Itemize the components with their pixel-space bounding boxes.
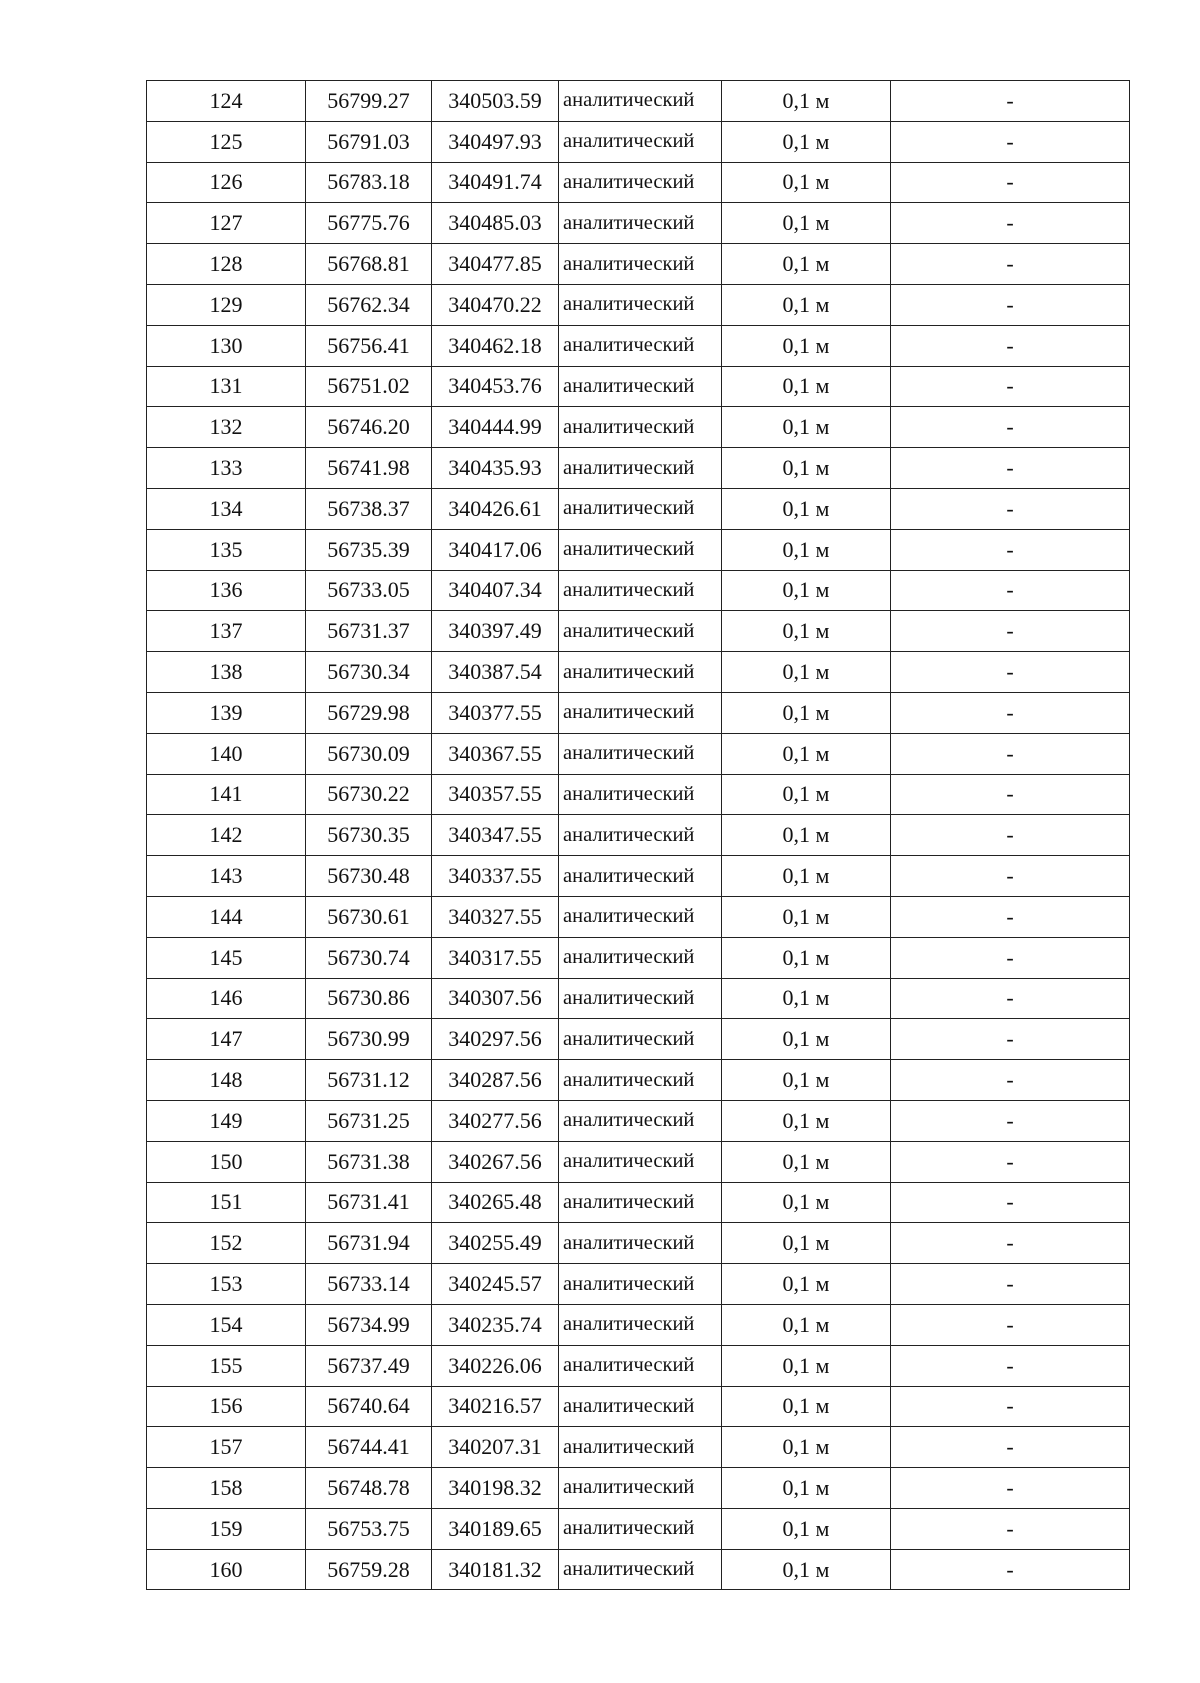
table-row	[147, 570, 1130, 611]
table-row	[147, 774, 1130, 815]
point-number-cell: 148	[147, 1060, 306, 1101]
point-number-cell: 134	[147, 488, 306, 529]
method-cell: аналитический	[559, 407, 722, 448]
point-number-cell: 126	[147, 162, 306, 203]
table-row	[147, 896, 1130, 937]
table-row	[147, 162, 1130, 203]
accuracy-cell: 0,1 м	[722, 1508, 891, 1549]
note-cell: -	[891, 284, 1130, 325]
x-coordinate-cell: 56730.74	[306, 937, 432, 978]
table-row	[147, 856, 1130, 897]
accuracy-cell: 0,1 м	[722, 162, 891, 203]
table-row	[147, 325, 1130, 366]
coordinates-table	[146, 80, 1130, 1590]
accuracy-cell: 0,1 м	[722, 1345, 891, 1386]
point-number-cell: 145	[147, 937, 306, 978]
y-coordinate-cell: 340503.59	[432, 81, 559, 122]
accuracy-cell: 0,1 м	[722, 570, 891, 611]
table-row	[147, 652, 1130, 693]
note-cell: -	[891, 488, 1130, 529]
accuracy-cell: 0,1 м	[722, 692, 891, 733]
table-row	[147, 244, 1130, 285]
y-coordinate-cell: 340297.56	[432, 1019, 559, 1060]
point-number-cell: 151	[147, 1182, 306, 1223]
x-coordinate-cell: 56751.02	[306, 366, 432, 407]
x-coordinate-cell: 56730.99	[306, 1019, 432, 1060]
y-coordinate-cell: 340444.99	[432, 407, 559, 448]
y-coordinate-cell: 340245.57	[432, 1264, 559, 1305]
accuracy-cell: 0,1 м	[722, 611, 891, 652]
x-coordinate-cell: 56783.18	[306, 162, 432, 203]
note-cell: -	[891, 366, 1130, 407]
x-coordinate-cell: 56733.05	[306, 570, 432, 611]
y-coordinate-cell: 340216.57	[432, 1386, 559, 1427]
method-cell: аналитический	[559, 692, 722, 733]
table-row	[147, 692, 1130, 733]
method-cell: аналитический	[559, 815, 722, 856]
accuracy-cell: 0,1 м	[722, 121, 891, 162]
y-coordinate-cell: 340435.93	[432, 448, 559, 489]
accuracy-cell: 0,1 м	[722, 284, 891, 325]
table-row	[147, 1508, 1130, 1549]
table-row	[147, 1182, 1130, 1223]
method-cell: аналитический	[559, 81, 722, 122]
method-cell: аналитический	[559, 652, 722, 693]
note-cell: -	[891, 162, 1130, 203]
note-cell: -	[891, 815, 1130, 856]
point-number-cell: 139	[147, 692, 306, 733]
note-cell: -	[891, 652, 1130, 693]
x-coordinate-cell: 56756.41	[306, 325, 432, 366]
method-cell: аналитический	[559, 1304, 722, 1345]
method-cell: аналитический	[559, 162, 722, 203]
y-coordinate-cell: 340265.48	[432, 1182, 559, 1223]
note-cell: -	[891, 774, 1130, 815]
accuracy-cell: 0,1 м	[722, 325, 891, 366]
method-cell: аналитический	[559, 570, 722, 611]
x-coordinate-cell: 56748.78	[306, 1468, 432, 1509]
accuracy-cell: 0,1 м	[722, 407, 891, 448]
accuracy-cell: 0,1 м	[722, 733, 891, 774]
table-row	[147, 529, 1130, 570]
accuracy-cell: 0,1 м	[722, 366, 891, 407]
table-row	[147, 121, 1130, 162]
method-cell: аналитический	[559, 611, 722, 652]
x-coordinate-cell: 56730.86	[306, 978, 432, 1019]
y-coordinate-cell: 340485.03	[432, 203, 559, 244]
accuracy-cell: 0,1 м	[722, 937, 891, 978]
note-cell: -	[891, 1386, 1130, 1427]
accuracy-cell: 0,1 м	[722, 1100, 891, 1141]
y-coordinate-cell: 340181.32	[432, 1549, 559, 1590]
accuracy-cell: 0,1 м	[722, 1549, 891, 1590]
x-coordinate-cell: 56730.61	[306, 896, 432, 937]
note-cell: -	[891, 1304, 1130, 1345]
y-coordinate-cell: 340235.74	[432, 1304, 559, 1345]
method-cell: аналитический	[559, 284, 722, 325]
y-coordinate-cell: 340226.06	[432, 1345, 559, 1386]
point-number-cell: 152	[147, 1223, 306, 1264]
note-cell: -	[891, 1223, 1130, 1264]
y-coordinate-cell: 340426.61	[432, 488, 559, 529]
y-coordinate-cell: 340417.06	[432, 529, 559, 570]
x-coordinate-cell: 56738.37	[306, 488, 432, 529]
method-cell: аналитический	[559, 1508, 722, 1549]
y-coordinate-cell: 340255.49	[432, 1223, 559, 1264]
table-row	[147, 366, 1130, 407]
x-coordinate-cell: 56729.98	[306, 692, 432, 733]
accuracy-cell: 0,1 м	[722, 1304, 891, 1345]
x-coordinate-cell: 56753.75	[306, 1508, 432, 1549]
y-coordinate-cell: 340287.56	[432, 1060, 559, 1101]
y-coordinate-cell: 340470.22	[432, 284, 559, 325]
table-row	[147, 284, 1130, 325]
note-cell: -	[891, 1141, 1130, 1182]
accuracy-cell: 0,1 м	[722, 1223, 891, 1264]
note-cell: -	[891, 1100, 1130, 1141]
point-number-cell: 132	[147, 407, 306, 448]
point-number-cell: 144	[147, 896, 306, 937]
table-row	[147, 1304, 1130, 1345]
note-cell: -	[891, 1468, 1130, 1509]
accuracy-cell: 0,1 м	[722, 1468, 891, 1509]
accuracy-cell: 0,1 м	[722, 978, 891, 1019]
table-row	[147, 407, 1130, 448]
table-row	[147, 815, 1130, 856]
point-number-cell: 131	[147, 366, 306, 407]
point-number-cell: 140	[147, 733, 306, 774]
table-row	[147, 1100, 1130, 1141]
note-cell: -	[891, 407, 1130, 448]
y-coordinate-cell: 340337.55	[432, 856, 559, 897]
note-cell: -	[891, 570, 1130, 611]
table-row	[147, 1141, 1130, 1182]
y-coordinate-cell: 340453.76	[432, 366, 559, 407]
note-cell: -	[891, 529, 1130, 570]
accuracy-cell: 0,1 м	[722, 244, 891, 285]
x-coordinate-cell: 56775.76	[306, 203, 432, 244]
note-cell: -	[891, 1549, 1130, 1590]
method-cell: аналитический	[559, 1549, 722, 1590]
table-row	[147, 1345, 1130, 1386]
method-cell: аналитический	[559, 244, 722, 285]
note-cell: -	[891, 733, 1130, 774]
note-cell: -	[891, 203, 1130, 244]
y-coordinate-cell: 340367.55	[432, 733, 559, 774]
method-cell: аналитический	[559, 1182, 722, 1223]
accuracy-cell: 0,1 м	[722, 815, 891, 856]
note-cell: -	[891, 937, 1130, 978]
accuracy-cell: 0,1 м	[722, 1141, 891, 1182]
accuracy-cell: 0,1 м	[722, 1264, 891, 1305]
point-number-cell: 138	[147, 652, 306, 693]
y-coordinate-cell: 340497.93	[432, 121, 559, 162]
point-number-cell: 125	[147, 121, 306, 162]
table-row	[147, 1264, 1130, 1305]
point-number-cell: 136	[147, 570, 306, 611]
x-coordinate-cell: 56735.39	[306, 529, 432, 570]
accuracy-cell: 0,1 м	[722, 896, 891, 937]
note-cell: -	[891, 121, 1130, 162]
y-coordinate-cell: 340207.31	[432, 1427, 559, 1468]
accuracy-cell: 0,1 м	[722, 774, 891, 815]
x-coordinate-cell: 56744.41	[306, 1427, 432, 1468]
y-coordinate-cell: 340327.55	[432, 896, 559, 937]
table-row	[147, 937, 1130, 978]
point-number-cell: 129	[147, 284, 306, 325]
point-number-cell: 158	[147, 1468, 306, 1509]
method-cell: аналитический	[559, 1100, 722, 1141]
y-coordinate-cell: 340189.65	[432, 1508, 559, 1549]
x-coordinate-cell: 56746.20	[306, 407, 432, 448]
y-coordinate-cell: 340347.55	[432, 815, 559, 856]
point-number-cell: 143	[147, 856, 306, 897]
table-row	[147, 978, 1130, 1019]
coordinates-table-body	[147, 81, 1130, 1590]
y-coordinate-cell: 340407.34	[432, 570, 559, 611]
note-cell: -	[891, 81, 1130, 122]
note-cell: -	[891, 692, 1130, 733]
y-coordinate-cell: 340387.54	[432, 652, 559, 693]
x-coordinate-cell: 56737.49	[306, 1345, 432, 1386]
table-row	[147, 1223, 1130, 1264]
x-coordinate-cell: 56733.14	[306, 1264, 432, 1305]
method-cell: аналитический	[559, 488, 722, 529]
point-number-cell: 127	[147, 203, 306, 244]
note-cell: -	[891, 244, 1130, 285]
y-coordinate-cell: 340307.56	[432, 978, 559, 1019]
point-number-cell: 147	[147, 1019, 306, 1060]
table-row	[147, 203, 1130, 244]
table-row	[147, 1549, 1130, 1590]
table-row	[147, 1427, 1130, 1468]
point-number-cell: 141	[147, 774, 306, 815]
point-number-cell: 154	[147, 1304, 306, 1345]
point-number-cell: 135	[147, 529, 306, 570]
note-cell: -	[891, 1060, 1130, 1101]
accuracy-cell: 0,1 м	[722, 203, 891, 244]
table-row	[147, 1060, 1130, 1101]
note-cell: -	[891, 1264, 1130, 1305]
table-row	[147, 733, 1130, 774]
y-coordinate-cell: 340277.56	[432, 1100, 559, 1141]
x-coordinate-cell: 56730.34	[306, 652, 432, 693]
x-coordinate-cell: 56759.28	[306, 1549, 432, 1590]
accuracy-cell: 0,1 м	[722, 1060, 891, 1101]
x-coordinate-cell: 56731.12	[306, 1060, 432, 1101]
method-cell: аналитический	[559, 121, 722, 162]
x-coordinate-cell: 56741.98	[306, 448, 432, 489]
x-coordinate-cell: 56734.99	[306, 1304, 432, 1345]
x-coordinate-cell: 56768.81	[306, 244, 432, 285]
table-row	[147, 1386, 1130, 1427]
point-number-cell: 160	[147, 1549, 306, 1590]
table-row	[147, 81, 1130, 122]
method-cell: аналитический	[559, 366, 722, 407]
note-cell: -	[891, 1345, 1130, 1386]
note-cell: -	[891, 1019, 1130, 1060]
method-cell: аналитический	[559, 1264, 722, 1305]
point-number-cell: 133	[147, 448, 306, 489]
method-cell: аналитический	[559, 529, 722, 570]
accuracy-cell: 0,1 м	[722, 856, 891, 897]
method-cell: аналитический	[559, 1060, 722, 1101]
note-cell: -	[891, 856, 1130, 897]
point-number-cell: 157	[147, 1427, 306, 1468]
point-number-cell: 142	[147, 815, 306, 856]
table-row	[147, 1468, 1130, 1509]
x-coordinate-cell: 56762.34	[306, 284, 432, 325]
accuracy-cell: 0,1 м	[722, 81, 891, 122]
method-cell: аналитический	[559, 1427, 722, 1468]
table-row	[147, 611, 1130, 652]
x-coordinate-cell: 56731.37	[306, 611, 432, 652]
y-coordinate-cell: 340377.55	[432, 692, 559, 733]
method-cell: аналитический	[559, 937, 722, 978]
table-row	[147, 488, 1130, 529]
method-cell: аналитический	[559, 448, 722, 489]
x-coordinate-cell: 56731.94	[306, 1223, 432, 1264]
point-number-cell: 137	[147, 611, 306, 652]
y-coordinate-cell: 340397.49	[432, 611, 559, 652]
y-coordinate-cell: 340491.74	[432, 162, 559, 203]
x-coordinate-cell: 56730.22	[306, 774, 432, 815]
note-cell: -	[891, 448, 1130, 489]
accuracy-cell: 0,1 м	[722, 1386, 891, 1427]
accuracy-cell: 0,1 м	[722, 529, 891, 570]
accuracy-cell: 0,1 м	[722, 1182, 891, 1223]
method-cell: аналитический	[559, 896, 722, 937]
point-number-cell: 130	[147, 325, 306, 366]
y-coordinate-cell: 340267.56	[432, 1141, 559, 1182]
accuracy-cell: 0,1 м	[722, 1019, 891, 1060]
point-number-cell: 155	[147, 1345, 306, 1386]
point-number-cell: 146	[147, 978, 306, 1019]
method-cell: аналитический	[559, 856, 722, 897]
method-cell: аналитический	[559, 203, 722, 244]
x-coordinate-cell: 56731.25	[306, 1100, 432, 1141]
point-number-cell: 159	[147, 1508, 306, 1549]
note-cell: -	[891, 896, 1130, 937]
note-cell: -	[891, 611, 1130, 652]
method-cell: аналитический	[559, 325, 722, 366]
note-cell: -	[891, 1182, 1130, 1223]
point-number-cell: 128	[147, 244, 306, 285]
note-cell: -	[891, 978, 1130, 1019]
point-number-cell: 153	[147, 1264, 306, 1305]
x-coordinate-cell: 56799.27	[306, 81, 432, 122]
point-number-cell: 124	[147, 81, 306, 122]
method-cell: аналитический	[559, 733, 722, 774]
method-cell: аналитический	[559, 1019, 722, 1060]
y-coordinate-cell: 340462.18	[432, 325, 559, 366]
x-coordinate-cell: 56731.41	[306, 1182, 432, 1223]
note-cell: -	[891, 325, 1130, 366]
x-coordinate-cell: 56791.03	[306, 121, 432, 162]
method-cell: аналитический	[559, 1141, 722, 1182]
accuracy-cell: 0,1 м	[722, 1427, 891, 1468]
point-number-cell: 156	[147, 1386, 306, 1427]
y-coordinate-cell: 340317.55	[432, 937, 559, 978]
point-number-cell: 150	[147, 1141, 306, 1182]
accuracy-cell: 0,1 м	[722, 448, 891, 489]
method-cell: аналитический	[559, 978, 722, 1019]
method-cell: аналитический	[559, 1223, 722, 1264]
y-coordinate-cell: 340357.55	[432, 774, 559, 815]
x-coordinate-cell: 56730.48	[306, 856, 432, 897]
x-coordinate-cell: 56731.38	[306, 1141, 432, 1182]
y-coordinate-cell: 340198.32	[432, 1468, 559, 1509]
table-row	[147, 448, 1130, 489]
x-coordinate-cell: 56730.09	[306, 733, 432, 774]
note-cell: -	[891, 1508, 1130, 1549]
y-coordinate-cell: 340477.85	[432, 244, 559, 285]
table-row	[147, 1019, 1130, 1060]
note-cell: -	[891, 1427, 1130, 1468]
method-cell: аналитический	[559, 1468, 722, 1509]
x-coordinate-cell: 56730.35	[306, 815, 432, 856]
point-number-cell: 149	[147, 1100, 306, 1141]
method-cell: аналитический	[559, 1386, 722, 1427]
x-coordinate-cell: 56740.64	[306, 1386, 432, 1427]
accuracy-cell: 0,1 м	[722, 652, 891, 693]
method-cell: аналитический	[559, 1345, 722, 1386]
accuracy-cell: 0,1 м	[722, 488, 891, 529]
method-cell: аналитический	[559, 774, 722, 815]
